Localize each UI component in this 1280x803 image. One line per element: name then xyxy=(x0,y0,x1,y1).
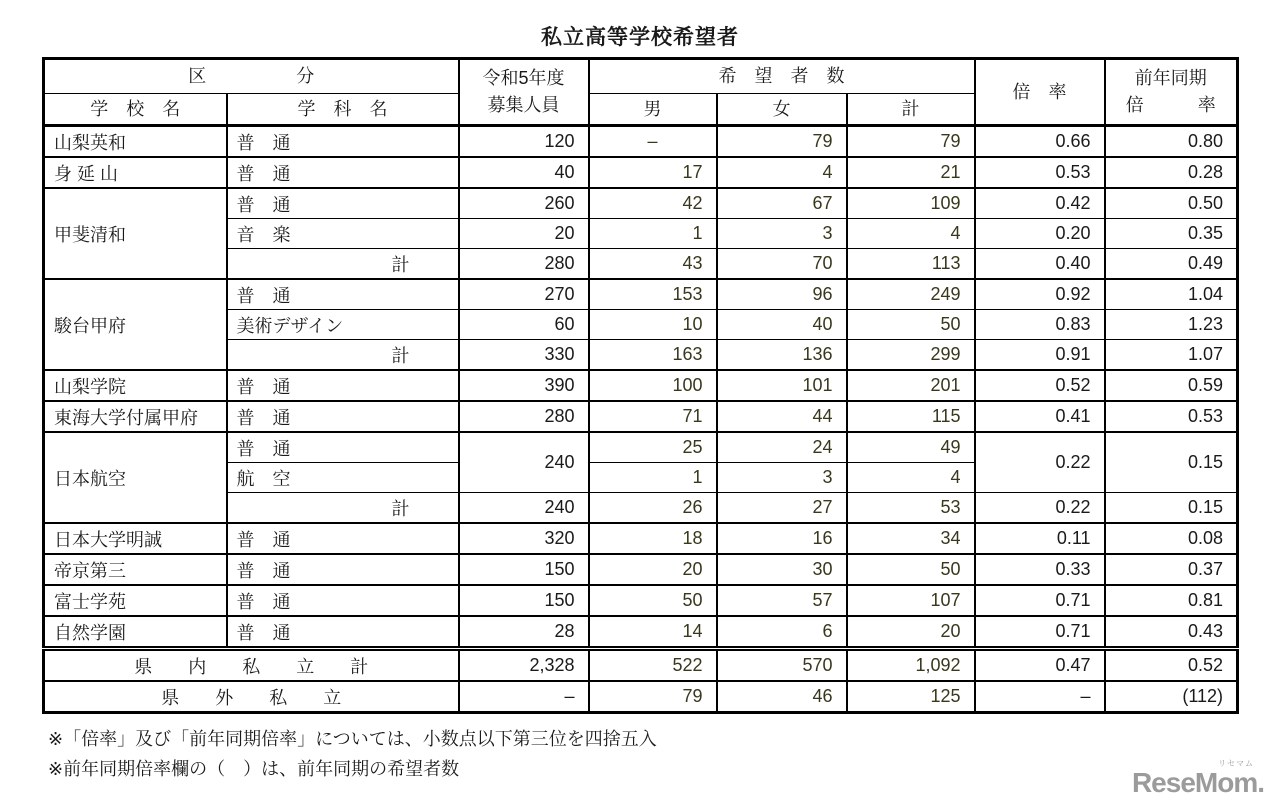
female-count: 101 xyxy=(717,370,847,401)
ratio: 0.11 xyxy=(975,523,1105,554)
female-count: 3 xyxy=(717,463,847,493)
prev-ratio: 0.08 xyxy=(1105,523,1238,554)
dept-name: 普 通 xyxy=(227,432,459,463)
total-count: 50 xyxy=(847,310,975,340)
dept-name: 普 通 xyxy=(227,554,459,585)
total-count: 20 xyxy=(847,616,975,649)
total-count: 109 xyxy=(847,188,975,219)
female-count: 57 xyxy=(717,585,847,616)
male-count: 153 xyxy=(589,279,717,310)
resemom-logo xyxy=(1132,760,1264,799)
male-count: 43 xyxy=(589,249,717,280)
capacity: 150 xyxy=(459,585,589,616)
prev-ratio: 0.15 xyxy=(1105,493,1238,524)
prev-ratio: 1.07 xyxy=(1105,340,1238,371)
ratio: 0.42 xyxy=(975,188,1105,219)
ratio: 0.33 xyxy=(975,554,1105,585)
dept-name: 普 通 xyxy=(227,401,459,432)
male-count: 100 xyxy=(589,370,717,401)
col-header-applicants: 希 望 者 数 xyxy=(589,59,975,94)
female-count: 27 xyxy=(717,493,847,524)
subtotal-label: 計 xyxy=(227,340,459,371)
table-body xyxy=(44,126,1238,713)
school-name: 帝京第三 xyxy=(44,554,227,585)
prev-ratio: 1.23 xyxy=(1105,310,1238,340)
capacity: 150 xyxy=(459,554,589,585)
male-count: 26 xyxy=(589,493,717,524)
prefecture-total-label: 県 内 私 立 計 xyxy=(44,649,459,682)
capacity: 330 xyxy=(459,340,589,371)
total-count: 34 xyxy=(847,523,975,554)
female-count: 79 xyxy=(717,126,847,158)
capacity: 2,328 xyxy=(459,649,589,682)
col-header-male: 男 xyxy=(589,94,717,126)
ratio: 0.40 xyxy=(975,249,1105,280)
capacity: 280 xyxy=(459,249,589,280)
school-name: 自然学園 xyxy=(44,616,227,649)
total-count: 79 xyxy=(847,126,975,158)
male-count: 18 xyxy=(589,523,717,554)
ratio: 0.71 xyxy=(975,616,1105,649)
footnote-rounding: ※「倍率」及び「前年同期倍率」については、小数点以下第三位を四捨五入 xyxy=(48,729,657,749)
capacity: 28 xyxy=(459,616,589,649)
capacity: 240 xyxy=(459,432,589,493)
female-count: 44 xyxy=(717,401,847,432)
total-count: 4 xyxy=(847,463,975,493)
ratio: – xyxy=(975,681,1105,713)
male-count: 163 xyxy=(589,340,717,371)
prev-ratio: 1.04 xyxy=(1105,279,1238,310)
prev-ratio: 0.81 xyxy=(1105,585,1238,616)
subtotal-label: 計 xyxy=(227,493,459,524)
dept-name: 普 通 xyxy=(227,585,459,616)
capacity-line1: 令和5年度 xyxy=(482,68,565,89)
col-header-female: 女 xyxy=(717,94,847,126)
total-count: 49 xyxy=(847,432,975,463)
male-count: 25 xyxy=(589,432,717,463)
ratio: 0.71 xyxy=(975,585,1105,616)
col-header-prev-ratio xyxy=(1105,59,1238,126)
female-count: 96 xyxy=(717,279,847,310)
prev-ratio: (112) xyxy=(1105,681,1238,713)
total-count: 21 xyxy=(847,157,975,188)
total-count: 299 xyxy=(847,340,975,371)
male-count: 42 xyxy=(589,188,717,219)
footnotes xyxy=(48,724,1280,784)
female-count: 4 xyxy=(717,157,847,188)
prev-ratio: 0.59 xyxy=(1105,370,1238,401)
prev-ratio: 0.37 xyxy=(1105,554,1238,585)
prev-ratio: 0.49 xyxy=(1105,249,1238,280)
female-count: 70 xyxy=(717,249,847,280)
total-count: 53 xyxy=(847,493,975,524)
prev-ratio: 0.15 xyxy=(1105,432,1238,493)
applicants-table xyxy=(42,57,1239,714)
total-count: 50 xyxy=(847,554,975,585)
female-count: 3 xyxy=(717,219,847,249)
capacity: 120 xyxy=(459,126,589,158)
prev-ratio: 0.50 xyxy=(1105,188,1238,219)
ratio: 0.53 xyxy=(975,157,1105,188)
total-count: 4 xyxy=(847,219,975,249)
capacity: 20 xyxy=(459,219,589,249)
female-count: 16 xyxy=(717,523,847,554)
total-count: 115 xyxy=(847,401,975,432)
ratio: 0.52 xyxy=(975,370,1105,401)
dept-name: 航 空 xyxy=(227,463,459,493)
table-header xyxy=(44,59,1238,126)
capacity: 320 xyxy=(459,523,589,554)
ratio: 0.22 xyxy=(975,432,1105,493)
female-count: 46 xyxy=(717,681,847,713)
ratio: 0.66 xyxy=(975,126,1105,158)
subtotal-label: 計 xyxy=(227,249,459,280)
school-name: 駿台甲府 xyxy=(44,279,227,370)
page-title: 私立高等学校希望者 xyxy=(541,26,739,49)
footnote-parentheses: ※前年同期倍率欄の（ ）は、前年同期の希望者数 xyxy=(48,759,460,779)
school-name: 日本大学明誠 xyxy=(44,523,227,554)
school-name: 身 延 山 xyxy=(44,157,227,188)
capacity: 40 xyxy=(459,157,589,188)
dept-name: 音 楽 xyxy=(227,219,459,249)
female-count: 6 xyxy=(717,616,847,649)
capacity: 280 xyxy=(459,401,589,432)
female-count: 24 xyxy=(717,432,847,463)
prev-ratio-line2: 倍 率 xyxy=(1125,94,1216,115)
total-count: 201 xyxy=(847,370,975,401)
ratio: 0.47 xyxy=(975,649,1105,682)
male-count: – xyxy=(589,126,717,158)
total-count: 1,092 xyxy=(847,649,975,682)
school-name: 甲斐清和 xyxy=(44,188,227,279)
capacity: 260 xyxy=(459,188,589,219)
ratio: 0.92 xyxy=(975,279,1105,310)
male-count: 522 xyxy=(589,649,717,682)
male-count: 1 xyxy=(589,219,717,249)
male-count: 79 xyxy=(589,681,717,713)
capacity-header-text xyxy=(482,65,564,117)
ratio: 0.91 xyxy=(975,340,1105,371)
col-header-kubun: 区 分 xyxy=(44,59,459,94)
school-name: 山梨学院 xyxy=(44,370,227,401)
capacity: 60 xyxy=(459,310,589,340)
prev-ratio: 0.52 xyxy=(1105,649,1238,682)
dept-name: 普 通 xyxy=(227,523,459,554)
ratio: 0.83 xyxy=(975,310,1105,340)
ratio: 0.41 xyxy=(975,401,1105,432)
total-count: 113 xyxy=(847,249,975,280)
prev-ratio-header-text xyxy=(1126,65,1216,117)
total-count: 125 xyxy=(847,681,975,713)
total-count: 249 xyxy=(847,279,975,310)
male-count: 71 xyxy=(589,401,717,432)
dept-name: 普 通 xyxy=(227,157,459,188)
male-count: 14 xyxy=(589,616,717,649)
dept-name: 普 通 xyxy=(227,126,459,158)
capacity: 270 xyxy=(459,279,589,310)
capacity: 390 xyxy=(459,370,589,401)
prev-ratio: 0.53 xyxy=(1105,401,1238,432)
female-count: 136 xyxy=(717,340,847,371)
col-header-dept: 学 科 名 xyxy=(227,94,459,126)
prev-ratio-line1: 前年同期 xyxy=(1134,68,1207,89)
prev-ratio: 0.43 xyxy=(1105,616,1238,649)
capacity-line2: 募集人員 xyxy=(487,94,560,115)
school-name: 富士学苑 xyxy=(44,585,227,616)
school-name: 山梨英和 xyxy=(44,126,227,158)
col-header-capacity xyxy=(459,59,589,126)
female-count: 67 xyxy=(717,188,847,219)
female-count: 40 xyxy=(717,310,847,340)
prev-ratio: 0.35 xyxy=(1105,219,1238,249)
prev-ratio: 0.28 xyxy=(1105,157,1238,188)
total-count: 107 xyxy=(847,585,975,616)
capacity: 240 xyxy=(459,493,589,524)
male-count: 20 xyxy=(589,554,717,585)
male-count: 50 xyxy=(589,585,717,616)
resemom-logo-text: ReseMom. xyxy=(1131,767,1264,799)
school-name: 東海大学付属甲府 xyxy=(44,401,227,432)
dept-name: 普 通 xyxy=(227,188,459,219)
out-of-prefecture-label: 県 外 私 立 xyxy=(44,681,459,713)
resemom-logo-ruby: リセマム xyxy=(1218,759,1254,769)
capacity: – xyxy=(459,681,589,713)
dept-name: 普 通 xyxy=(227,616,459,649)
dept-name: 美術デザイン xyxy=(227,310,459,340)
male-count: 10 xyxy=(589,310,717,340)
male-count: 1 xyxy=(589,463,717,493)
female-count: 30 xyxy=(717,554,847,585)
ratio: 0.22 xyxy=(975,493,1105,524)
col-header-ratio: 倍 率 xyxy=(975,59,1105,126)
female-count: 570 xyxy=(717,649,847,682)
ratio: 0.20 xyxy=(975,219,1105,249)
male-count: 17 xyxy=(589,157,717,188)
dept-name: 普 通 xyxy=(227,370,459,401)
col-header-total: 計 xyxy=(847,94,975,126)
school-name: 日本航空 xyxy=(44,432,227,523)
dept-name: 普 通 xyxy=(227,279,459,310)
prev-ratio: 0.80 xyxy=(1105,126,1238,158)
col-header-school: 学 校 名 xyxy=(44,94,227,126)
